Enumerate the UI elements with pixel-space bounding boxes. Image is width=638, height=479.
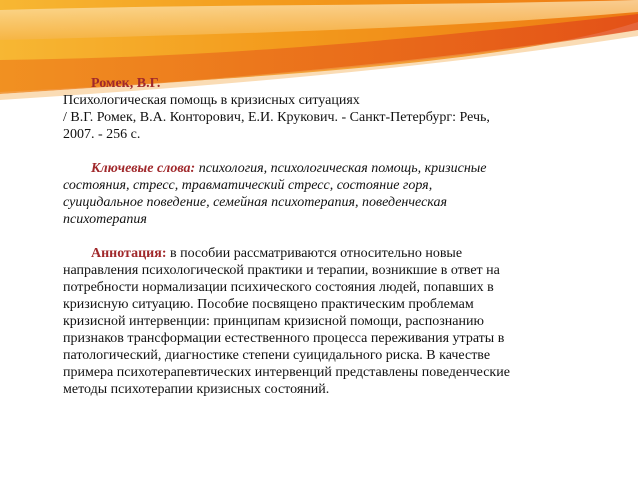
keywords-first-line [63, 160, 583, 177]
annotation-line-6: признаков трансформации естественного процесса переживания утраты в [63, 331, 505, 346]
keywords-line-4: психотерапия [63, 212, 147, 227]
keywords-line-3: суицидальное поведение, семейная психотерапия, поведенческая [63, 195, 448, 210]
annotation-text-start: в пособии рассматриваются относительно новые [166, 246, 463, 261]
title-line-3: 2007. - 256 с. [63, 127, 141, 142]
document-body [63, 75, 583, 398]
spacer [63, 228, 583, 245]
keywords-line-2: состояния, стресс, травматический стресс, состояние горя, [63, 178, 433, 193]
annotation-line-2: направления психологической практики и терапии, возникшие в ответ на [63, 263, 500, 278]
author-line [63, 75, 583, 92]
annotation-line-3: потребности нормализации психического состояния людей, попавших в [63, 280, 494, 295]
annotation-line-7: патологический, диагностике степени суицидального риска. В качестве [63, 348, 491, 363]
book-author: Ромек, В.Г. [91, 76, 161, 91]
annotation-line-4: кризисную ситуацию. Пособие посвящено практическим проблемам [63, 297, 474, 312]
annotation-line-5: кризисной интервенции: принципам кризисной помощи, распознанию [63, 314, 484, 329]
spacer [63, 143, 583, 160]
keywords-text-start: психология, психологическая помощь, кризисные [195, 161, 487, 176]
annotation-label: Аннотация: [91, 246, 167, 261]
title-line-2: / В.Г. Ромек, В.А. Конторович, Е.И. Крукович. - Санкт-Петербург: Речь, [63, 110, 490, 125]
title-line-1: Психологическая помощь в кризисных ситуациях [63, 93, 360, 108]
annotation-line-8: примера психотерапевтических интервенций представлены поведенческие [63, 365, 510, 380]
annotation-first-line [63, 245, 583, 262]
annotation-line-9: методы психотерапии кризисных состояний. [63, 382, 330, 397]
keywords-label: Ключевые слова: [91, 161, 196, 176]
